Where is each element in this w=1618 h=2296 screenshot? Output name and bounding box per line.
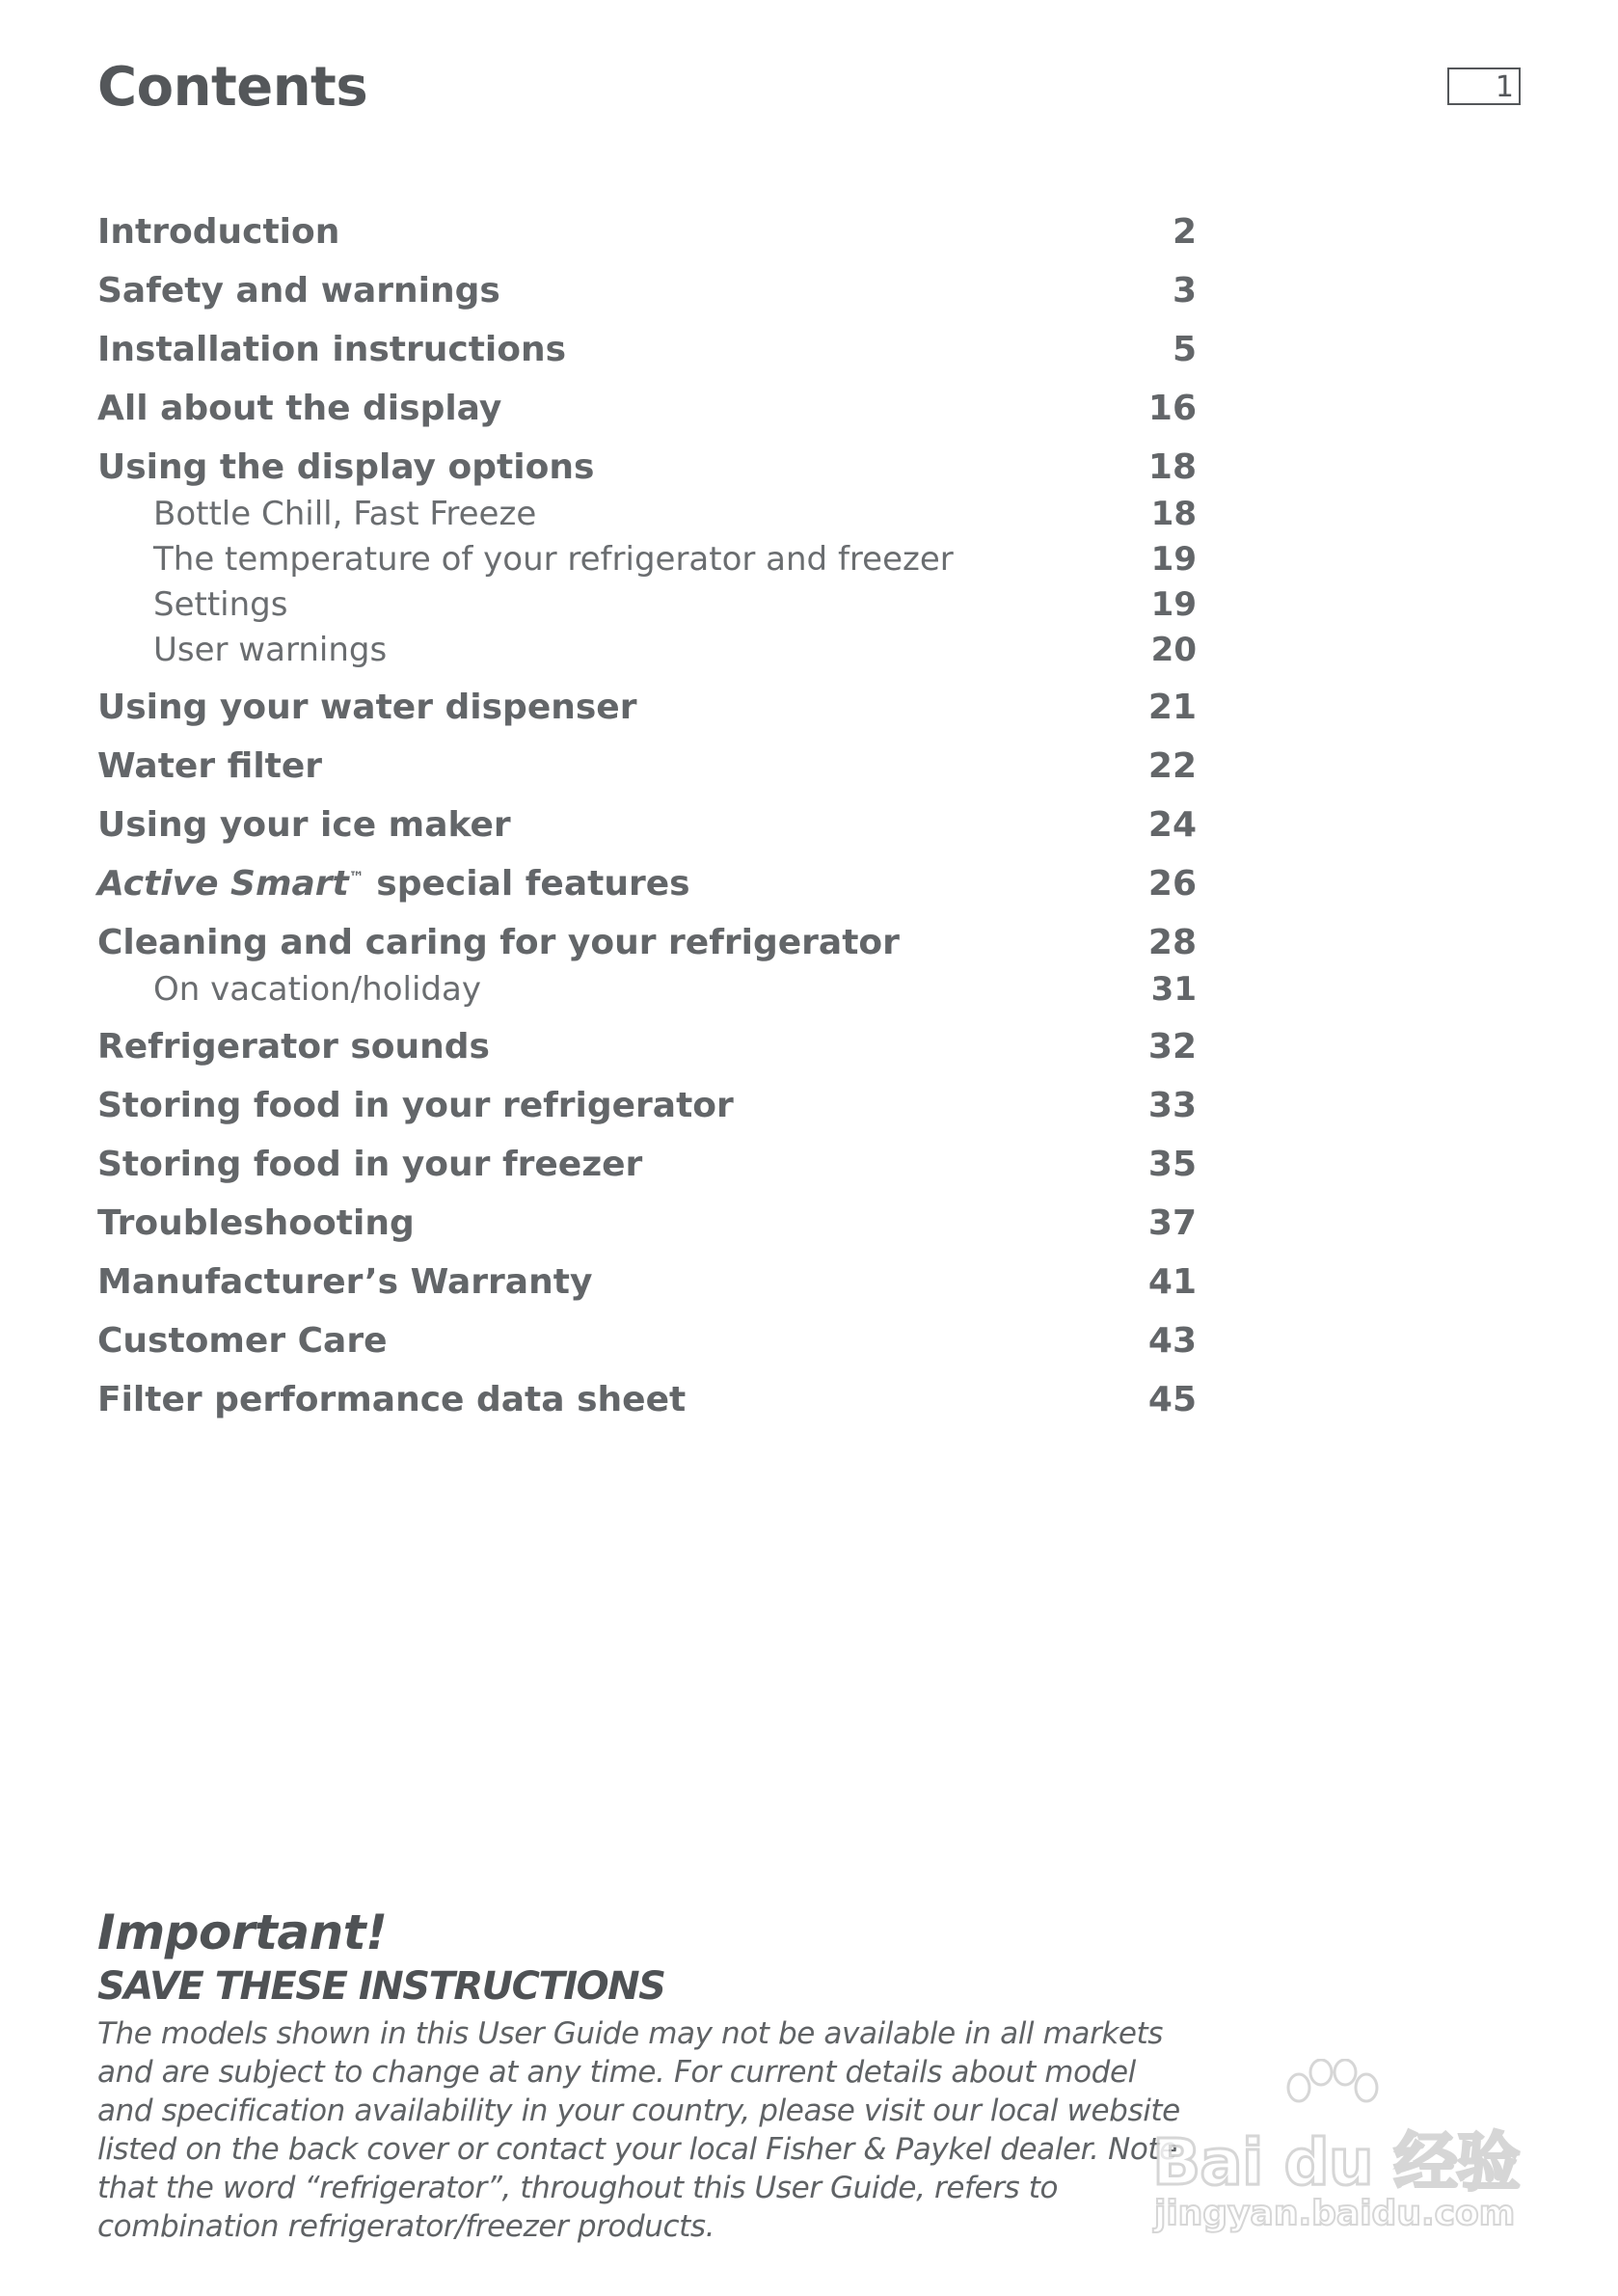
page-number: 1 (1447, 68, 1521, 105)
toc-entry-page: 3 (1172, 271, 1197, 311)
toc-entry-label: The temperature of your refrigerator and freezer (153, 540, 954, 579)
toc-entry-label: Introduction (97, 212, 340, 252)
toc-entry-page: 24 (1147, 805, 1197, 845)
toc-entry-label: Safety and warnings (97, 271, 500, 311)
toc-subentry-temperature[interactable] (97, 540, 1197, 585)
toc-entry-page: 43 (1147, 1321, 1197, 1361)
toc-entry-page: 37 (1147, 1203, 1197, 1243)
toc-entry-page: 21 (1147, 688, 1197, 727)
toc-entry-page: 31 (1150, 970, 1197, 1009)
important-body: The models shown in this User Guide may not be available in all markets and are subject to change at any time. For current details about model and specification availability in your country, please visit our local website listed on the back cover or contact your local Fisher & Paykel dealer. Note that the word “refrigerator”, throughout this User Guide, refers to combination refrigerator/freezer products. (97, 2016, 1180, 2244)
toc-entry-label: Water filter (97, 746, 323, 786)
toc-entry-page: 41 (1147, 1262, 1197, 1302)
toc-entry-page: 2 (1172, 212, 1197, 252)
toc-entry-water-filter[interactable] (97, 746, 1197, 805)
toc-entry-label: User warnings (153, 631, 388, 669)
toc-entry-label (97, 864, 690, 904)
toc-subentry-settings[interactable] (97, 585, 1197, 631)
toc-entry-page: 45 (1147, 1380, 1197, 1419)
toc-entry-refrigerator-sounds[interactable] (97, 1027, 1197, 1086)
toc-subentry-bottle-chill[interactable] (97, 495, 1197, 540)
toc-entry-label: Manufacturer’s Warranty (97, 1262, 593, 1302)
toc-entry-label: Using the display options (97, 447, 595, 487)
toc-entry-label: On vacation/holiday (153, 970, 481, 1009)
toc-entry-label: Using your ice maker (97, 805, 511, 845)
toc-subentry-user-warnings[interactable] (97, 631, 1197, 676)
toc-entry-installation-instructions[interactable] (97, 330, 1197, 389)
watermark-url: jingyan.baidu.com (1154, 2194, 1516, 2233)
toc-entry-page: 35 (1147, 1145, 1197, 1184)
toc-entry-label: Bottle Chill, Fast Freeze (153, 495, 537, 533)
important-notice (97, 1904, 1197, 2246)
toc-entry-page: 19 (1150, 585, 1197, 624)
important-title: Important! (97, 1904, 388, 1960)
toc-entry-label: Installation instructions (97, 330, 567, 369)
toc-entry-label: Troubleshooting (97, 1203, 415, 1243)
toc-entry-label: Customer Care (97, 1321, 388, 1361)
toc-entry-label: All about the display (97, 389, 502, 428)
important-subtitle: SAVE THESE INSTRUCTIONS (97, 1964, 665, 2009)
toc-entry-page: 32 (1147, 1027, 1197, 1067)
toc-entry-using-your-water-dispenser[interactable] (97, 688, 1197, 746)
toc-entry-troubleshooting[interactable] (97, 1203, 1197, 1262)
toc-entry-page: 18 (1150, 495, 1197, 533)
toc-entry-page: 22 (1147, 746, 1197, 786)
toc-entry-label: Refrigerator sounds (97, 1027, 490, 1067)
toc-entry-page: 18 (1147, 447, 1197, 487)
page-title: Contents (97, 56, 368, 119)
toc-entry-page: 33 (1147, 1086, 1197, 1125)
toc-entry-page: 16 (1147, 389, 1197, 428)
toc-entry-label: Storing food in your freezer (97, 1145, 643, 1184)
toc-subentry-on-vacation[interactable] (97, 970, 1197, 1015)
toc-entry-label-rest: special features (364, 864, 690, 904)
toc-entry-label: Cleaning and caring for your refrigerator (97, 923, 900, 962)
toc-entry-active-smart-special-features[interactable] (97, 864, 1197, 923)
toc-entry-storing-food-freezer[interactable] (97, 1145, 1197, 1203)
toc-entry-manufacturers-warranty[interactable] (97, 1262, 1197, 1321)
toc-entry-page: 5 (1172, 330, 1197, 369)
toc-entry-all-about-the-display[interactable] (97, 389, 1197, 447)
toc-entry-label: Storing food in your refrigerator (97, 1086, 734, 1125)
toc-entry-filter-performance-data-sheet[interactable] (97, 1380, 1197, 1439)
watermark-brand: Bai du 经验 (1152, 2125, 1520, 2200)
toc-entry-using-your-ice-maker[interactable] (97, 805, 1197, 864)
toc-entry-label: Settings (153, 585, 288, 624)
toc-entry-introduction[interactable] (97, 212, 1197, 271)
toc-entry-page: 19 (1150, 540, 1197, 579)
brand-name: Active Smart (97, 864, 349, 904)
toc-entry-page: 28 (1147, 923, 1197, 962)
trademark-symbol: ™ (348, 868, 364, 886)
toc-entry-storing-food-refrigerator[interactable] (97, 1086, 1197, 1145)
toc-entry-label: Using your water dispenser (97, 688, 637, 727)
toc-entry-page: 26 (1147, 864, 1197, 904)
toc-entry-label: Filter performance data sheet (97, 1380, 687, 1419)
baidu-watermark (1152, 2059, 1538, 2252)
toc-entry-safety-and-warnings[interactable] (97, 271, 1197, 330)
toc-entry-page: 20 (1150, 631, 1197, 669)
toc-entry-customer-care[interactable] (97, 1321, 1197, 1380)
table-of-contents (97, 212, 1197, 1439)
